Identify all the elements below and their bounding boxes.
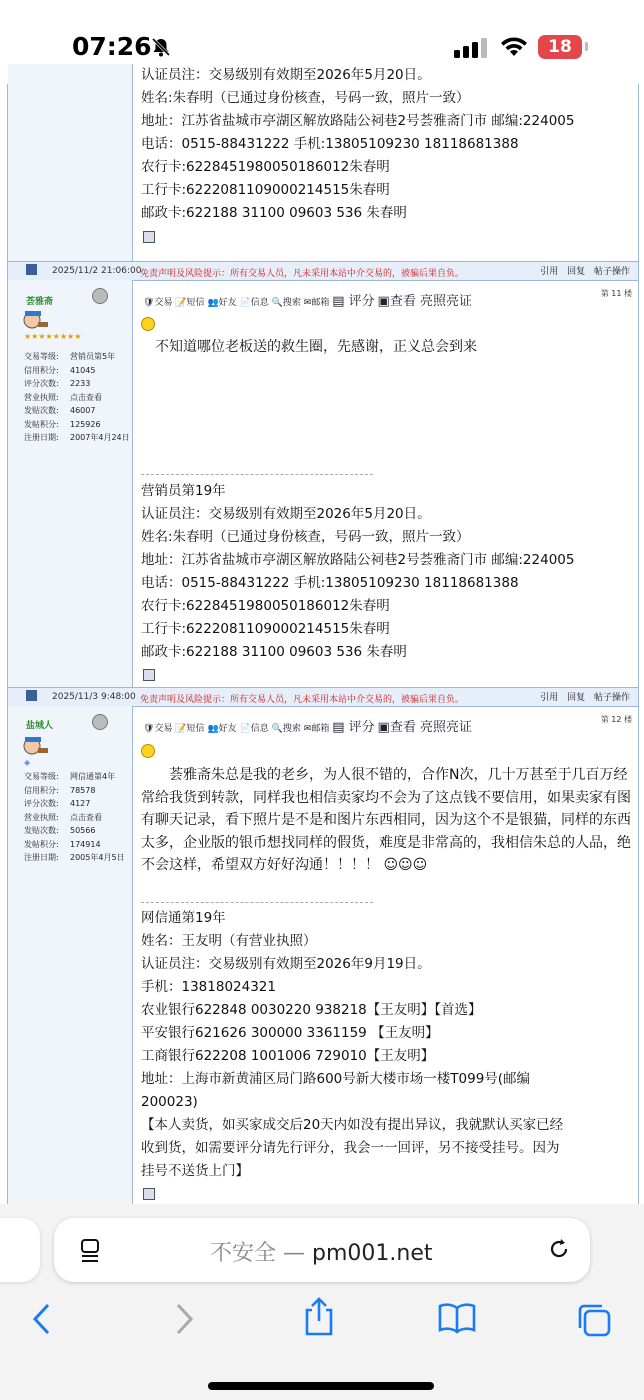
sig-line: 地址：上海市新黄浦区局门路600号新大楼市场一楼T099号(邮编 [141,1071,531,1087]
rating-stars: ★★★★★★★★ [24,332,82,341]
sig-line: 姓名:朱春明（已通过身份核查，号码一致，照片一致） [141,529,470,545]
share-icon[interactable] [302,1296,336,1336]
sig-line: 邮政卡:622188 31100 09603 536 朱春明 [141,205,407,221]
rate-button[interactable]: ▤ 评分 [332,720,375,735]
post-operations-button[interactable]: 帖子操作 [593,693,630,703]
sig-line: 地址：江苏省盐城市亭湖区解放路陆公祠巷2号荟雅斋门市 邮编:224005 [141,113,575,129]
battery-indicator: 18 [538,35,582,59]
rank-diamond-icon: ◈ [24,758,31,767]
user-info: 交易等级: 营销员第5年 信用积分: 41045 评分次数: 2233 营业执照: 点击查看 发贴次数: 46007 发帖积分: 125926 注册日期: 2007年4月24日 [24,352,130,442]
zoom-icon[interactable] [143,231,155,243]
online-status-icon [92,288,108,304]
browser-toolbar [0,1204,644,1400]
sig-line: 平安银行621626 300000 3361159 【王友明】 [141,1025,439,1041]
user-column [8,706,133,1206]
view-license-button[interactable]: ▣查看 亮照亮证 [377,294,472,309]
sig-line: 工商银行622208 1001006 729010【王友明】 [141,1048,435,1064]
mail-button[interactable]: ✉邮箱 [303,298,330,308]
sig-line: 工行卡:6222081109000214515朱春明 [141,182,390,198]
forum-page [0,67,644,1204]
license-link[interactable]: 点击查看 [70,392,102,402]
sig-line: 农行卡:6228451980050186012朱春明 [141,159,390,175]
post-date: 2025/11/2 21:06:00 [52,266,142,276]
sig-line: 电话：0515-88431222 手机:13805109230 18118681388 [141,136,519,152]
post-previous [8,64,638,261]
clock: 07:26 [72,32,152,61]
post-body [133,64,638,261]
post-floor-11 [8,280,638,688]
sig-line: 农业银行622848 0030220 938218【王友明】【首选】 [141,1002,482,1018]
reply-button[interactable]: 回复 [567,693,586,703]
trade-button[interactable]: 🛡交易 [143,298,173,308]
smile-emoticon-icon [141,317,155,331]
sig-line: 营销员第19年 [141,483,226,499]
zoom-icon[interactable] [143,669,155,681]
post-floor-12 [8,706,638,1206]
sig-line: 农行卡:6228451980050186012朱春明 [141,598,390,614]
sig-line: 网信通第19年 [141,910,226,926]
search-button[interactable]: 🔍搜索 [271,724,301,734]
silent-bell-icon [150,36,172,58]
post-meta-bar [8,261,638,281]
search-button[interactable]: 🔍搜索 [271,298,301,308]
page-menu-icon[interactable] [78,1238,102,1264]
back-icon[interactable] [30,1302,54,1336]
avatar [20,308,52,334]
sig-line: 认证员注：交易级别有效期至2026年5月20日。 [141,67,431,83]
quote-button[interactable]: 引用 [540,267,559,277]
sig-line: 手机：13818024321 [141,979,276,995]
info-button[interactable]: 📄信息 [239,724,269,734]
friend-button[interactable]: 👥好友 [207,724,237,734]
signature-divider [141,902,373,903]
post-operations-button[interactable]: 帖子操作 [593,267,630,277]
sig-line: 200023) [141,1094,198,1110]
mail-button[interactable]: ✉邮箱 [303,724,330,734]
sig-line: 收到货，如需要评分请先行评分，我会一一回评，另不接受挂号。因为 [141,1140,560,1156]
battery-tip [585,42,588,51]
username[interactable]: 荟雅斋 [26,297,54,307]
friend-button[interactable]: 👥好友 [207,298,237,308]
sig-line: 姓名：王友明（有营业执照） [141,933,317,949]
tabs-icon[interactable] [576,1302,612,1338]
username[interactable]: 盐城人 [26,721,54,731]
risk-warning: 免责声明及风险提示：所有交易人员，凡未采用本站中介交易的，被骗后果自负。 [140,269,465,279]
post-message: 不知道哪位老板送的救生圈，先感谢，正义总会到来 [155,339,477,355]
trade-button[interactable]: 🛡交易 [143,724,173,734]
url-text[interactable]: 不安全 — pm001.net [210,1241,433,1266]
rate-button[interactable]: ▤ 评分 [332,294,375,309]
user-column [8,280,133,688]
sig-line: 工行卡:6222081109000214515朱春明 [141,621,390,637]
address-bar[interactable] [54,1218,590,1282]
reload-icon[interactable] [546,1236,572,1262]
risk-warning: 免责声明及风险提示：所有交易人员，凡未采用本站中介交易的，被骗后果自负。 [140,695,465,705]
home-indicator [208,1382,434,1390]
online-status-icon [92,714,108,730]
sig-line: 【本人卖货，如买家成交后20天内如没有提出异议，我就默认买家已经 [141,1117,564,1133]
user-info: 交易等级: 网信通第4年 信用积分: 78578 评分次数: 4127 营业执照: 点击查看 发贴次数: 50566 发帖积分: 174914 注册日期: 2005年4月5日 [24,772,125,862]
sig-line: 挂号不送货上门】 [141,1163,249,1179]
sig-line: 认证员注：交易级别有效期至2026年5月20日。 [141,506,431,522]
wifi-icon [500,36,528,58]
sms-button[interactable]: 📝短信 [175,724,205,734]
zoom-icon[interactable] [143,1188,155,1200]
post-body [133,280,638,688]
info-button[interactable]: 📄信息 [239,298,269,308]
smile-emoticon-icon [141,744,155,758]
sms-button[interactable]: 📝短信 [175,298,205,308]
avatar [20,734,52,760]
post-actions [534,264,630,277]
previous-tab-address-bar[interactable] [0,1218,40,1282]
sig-line: 姓名:朱春明（已通过身份核查，号码一致，照片一致） [141,90,470,106]
quote-button[interactable]: 引用 [540,693,559,703]
post-date: 2025/11/3 9:48:00 [52,692,136,702]
smile-emoticons: ☺☺☺ [379,857,428,873]
view-license-button[interactable]: ▣查看 亮照亮证 [377,720,472,735]
post-toolbar [143,716,472,735]
bookmarks-icon[interactable] [438,1302,476,1334]
computer-icon [26,264,37,275]
post-body [133,706,638,1206]
post-table [7,67,639,1214]
post-actions [534,690,630,703]
sig-line: 电话：0515-88431222 手机:13805109230 18118681388 [141,575,519,591]
signature-divider [141,474,373,475]
post-toolbar [143,290,472,309]
reply-button[interactable]: 回复 [567,267,586,277]
sig-line: 认证员注：交易级别有效期至2026年9月19日。 [141,956,431,972]
cellular-signal-icon [454,38,490,58]
license-link[interactable]: 点击查看 [70,812,102,822]
floor-number: 第 12 楼 [600,715,632,724]
post-meta-bar [8,687,638,707]
sig-line: 地址：江苏省盐城市亭湖区解放路陆公祠巷2号荟雅斋门市 邮编:224005 [141,552,575,568]
user-column [8,64,133,261]
sig-line: 邮政卡:622188 31100 09603 536 朱春明 [141,644,407,660]
floor-number: 第 11 楼 [600,289,632,298]
forward-icon[interactable] [172,1302,196,1336]
computer-icon [26,690,37,701]
post-message: 荟雅斋朱总是我的老乡，为人很不错的，合作N次，几十万甚至于几百万经常给我货到转款，同样我也相信卖家均不会为了这点钱不要信用，如果卖家有图有聊天记录，看下照片是不是和图片东西相同，因为这个不是银猫，同样的东西太多，企业版的银币想找同样的假货，难度是非常高的，我相信朱总的人品，绝不会这样，希望双方好好沟通！！！！ ☺☺☺ [141,767,631,873]
